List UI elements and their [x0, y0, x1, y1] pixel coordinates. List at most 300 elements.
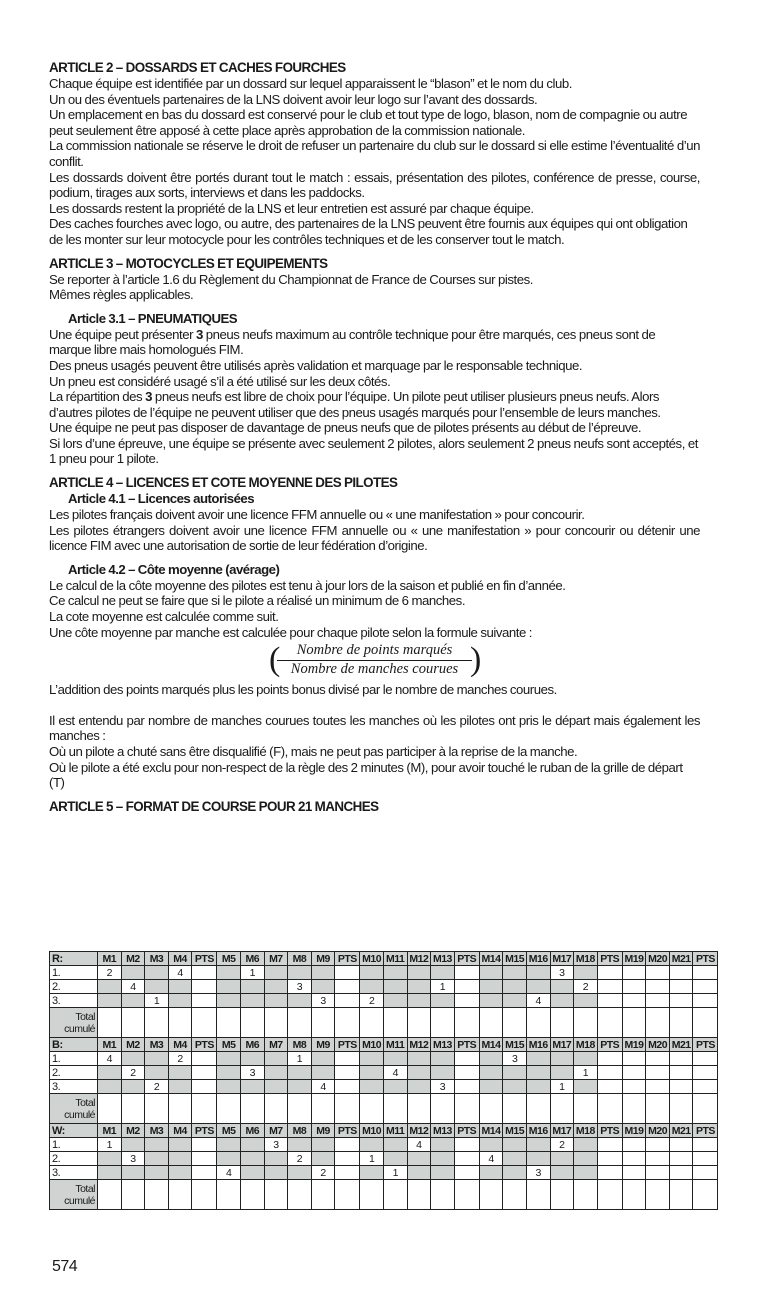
rider-label: 2.: [50, 1066, 98, 1080]
table-cell: [550, 980, 574, 994]
table-cell: [360, 1080, 384, 1094]
table-cell: [646, 1080, 670, 1094]
article-2-para: Des caches fourches avec logo, ou autre, des partenaires de la LNS peuvent être fournis aux équipes qui ont obligation de les monter sur leur motocycle pour les contrôles techniques et de les conserver tout le match.: [49, 216, 688, 247]
column-header: M12: [407, 952, 431, 966]
column-header: PTS: [454, 952, 479, 966]
column-header: M1: [98, 952, 122, 966]
table-cell: [240, 1052, 264, 1066]
table-cell: [240, 1166, 264, 1180]
table-cell: [574, 1052, 598, 1066]
table-row: [50, 1052, 718, 1066]
table-cell: [407, 980, 431, 994]
table-cell: [335, 1152, 360, 1166]
table-cell: [669, 1152, 693, 1166]
table-cell: [360, 1166, 384, 1180]
average-formula: [49, 642, 700, 682]
table-cell: [622, 1166, 646, 1180]
table-cell: [431, 1066, 455, 1080]
table-cell: [431, 1052, 455, 1066]
total-cell: [479, 1094, 503, 1124]
article-2-para: Chaque équipe est identifiée par un dossard sur lequel apparaissent le “blason” et le nom du club.: [49, 76, 572, 91]
table-cell: [121, 1166, 145, 1180]
column-header: M3: [145, 1038, 169, 1052]
column-header: M10: [360, 1038, 384, 1052]
total-cell: [454, 1008, 479, 1038]
total-cell: [407, 1094, 431, 1124]
total-cell: [168, 1008, 192, 1038]
total-cell: [192, 1008, 217, 1038]
table-cell: [145, 1166, 169, 1180]
column-header: M2: [121, 1124, 145, 1138]
table-row: [50, 1152, 718, 1166]
table-row: [50, 1066, 718, 1080]
table-cell: [454, 980, 479, 994]
table-cell: [360, 980, 384, 994]
total-cell: [383, 1180, 407, 1210]
total-cell: [431, 1180, 455, 1210]
column-header: M8: [288, 1124, 312, 1138]
table-cell: [479, 1080, 503, 1094]
table-cell: [121, 1052, 145, 1066]
column-header: M6: [240, 1124, 264, 1138]
formula-fraction: [277, 642, 472, 678]
table-cell: 4: [121, 980, 145, 994]
table-cell: [264, 1152, 288, 1166]
column-header: M8: [288, 952, 312, 966]
table-header-row: [50, 1124, 718, 1138]
table-cell: [550, 1052, 574, 1066]
total-cell: [646, 1008, 670, 1038]
article-2-para: Les dossards restent la propriété de la LNS et leur entretien est assuré par chaque équipe.: [49, 200, 534, 216]
table-cell: [431, 966, 455, 980]
column-header: M4: [168, 1038, 192, 1052]
column-header: M14: [479, 1038, 503, 1052]
table-cell: [98, 1166, 122, 1180]
column-header: M4: [168, 952, 192, 966]
column-header: M11: [383, 1124, 407, 1138]
total-cell: [454, 1180, 479, 1210]
table-cell: [503, 1066, 527, 1080]
table-cell: [264, 1080, 288, 1094]
total-cell: [622, 1008, 646, 1038]
column-header: M18: [574, 1038, 598, 1052]
table-row: [50, 1080, 718, 1094]
table-cell: [288, 1080, 312, 1094]
total-cell: [622, 1094, 646, 1124]
table-cell: 2: [168, 1052, 192, 1066]
table-cell: [168, 980, 192, 994]
table-cell: 2: [98, 966, 122, 980]
table-cell: [622, 1080, 646, 1094]
table-cell: [383, 994, 407, 1008]
table-cell: [145, 1052, 169, 1066]
total-cell: [121, 1008, 145, 1038]
table-cell: [503, 1138, 527, 1152]
column-header: M13: [431, 1124, 455, 1138]
total-label: Total cumulé: [50, 1180, 98, 1210]
table-cell: [526, 1080, 550, 1094]
table-cell: 3: [264, 1138, 288, 1152]
total-cell: [431, 1094, 455, 1124]
column-header: PTS: [693, 952, 718, 966]
table-cell: [479, 1066, 503, 1080]
article-3-1-para: Une équipe ne peut pas disposer de davantage de pneus neufs que de pilotes présents au début de l’épreuve.: [49, 420, 642, 436]
table-cell: 1: [98, 1138, 122, 1152]
table-cell: [98, 1066, 122, 1080]
table-cell: [121, 966, 145, 980]
table-cell: [407, 1066, 431, 1080]
table-cell: [550, 1166, 574, 1180]
table-cell: [646, 1138, 670, 1152]
table-cell: [646, 1152, 670, 1166]
total-cell: [335, 1180, 360, 1210]
table-cell: [121, 994, 145, 1008]
article-3-1-para: Une équipe peut présenter 3 pneus neufs maximum au contrôle technique pour être marqués, ces pneus sont de marque libre mais homologués FIM.: [49, 326, 656, 358]
table-cell: [622, 966, 646, 980]
column-header: PTS: [693, 1124, 718, 1138]
column-header: M15: [503, 1038, 527, 1052]
column-header: M14: [479, 1124, 503, 1138]
column-header: M19: [622, 1038, 646, 1052]
race-format-table: [49, 951, 718, 1210]
total-cell: [503, 1180, 527, 1210]
table-cell: [168, 994, 192, 1008]
table-cell: 1: [145, 994, 169, 1008]
table-cell: 1: [574, 1066, 598, 1080]
table-cell: [479, 1138, 503, 1152]
table-cell: [646, 966, 670, 980]
column-header: M9: [311, 952, 335, 966]
table-cell: [383, 1080, 407, 1094]
total-cell: [693, 1008, 718, 1038]
total-cell: [597, 1094, 622, 1124]
article-2-para: La commission nationale se réserve le droit de refuser un partenaire du club sur le dossard si elle estime l’éventualité d’un conflit.: [49, 138, 700, 169]
column-header: M20: [646, 1038, 670, 1052]
total-cell: [360, 1180, 384, 1210]
table-cell: [454, 1080, 479, 1094]
table-cell: [479, 994, 503, 1008]
table-cell: [407, 1080, 431, 1094]
table-cell: [145, 966, 169, 980]
table-cell: [454, 1066, 479, 1080]
table-cell: 3: [431, 1080, 455, 1094]
total-cell: [121, 1180, 145, 1210]
table-cell: [550, 1152, 574, 1166]
formula-numerator: Nombre de points marqués: [277, 642, 472, 661]
table-cell: [335, 1166, 360, 1180]
table-row: [50, 994, 718, 1008]
table-cell: [454, 1152, 479, 1166]
column-header: M10: [360, 1124, 384, 1138]
table-cell: [454, 1138, 479, 1152]
table-cell: [574, 1166, 598, 1180]
table-cell: 1: [383, 1166, 407, 1180]
total-cell: [217, 1094, 241, 1124]
table-cell: [264, 994, 288, 1008]
column-header: M17: [550, 1038, 574, 1052]
total-cell: [503, 1008, 527, 1038]
table-cell: [574, 1138, 598, 1152]
table-cell: [526, 1052, 550, 1066]
table-cell: [192, 1138, 217, 1152]
total-cell: [669, 1180, 693, 1210]
formula-paren-right: ): [470, 641, 482, 679]
total-cell: [550, 1180, 574, 1210]
table-cell: [454, 1052, 479, 1066]
column-header: M1: [98, 1038, 122, 1052]
table-cell: [264, 1052, 288, 1066]
table-cell: [669, 994, 693, 1008]
column-header: M5: [217, 952, 241, 966]
column-header: PTS: [693, 1038, 718, 1052]
total-row: [50, 1008, 718, 1038]
column-header: M15: [503, 952, 527, 966]
total-cell: [407, 1008, 431, 1038]
column-header: M6: [240, 1038, 264, 1052]
table-cell: [597, 1166, 622, 1180]
table-cell: [335, 1080, 360, 1094]
total-cell: [168, 1094, 192, 1124]
table-cell: [693, 966, 718, 980]
table-cell: [669, 980, 693, 994]
rider-label: 3.: [50, 1080, 98, 1094]
table-cell: [192, 1052, 217, 1066]
table-cell: [597, 1138, 622, 1152]
table-cell: 4: [479, 1152, 503, 1166]
total-cell: [550, 1094, 574, 1124]
total-cell: [288, 1180, 312, 1210]
total-cell: [360, 1094, 384, 1124]
table-cell: [121, 1138, 145, 1152]
column-header: M11: [383, 952, 407, 966]
table-cell: [240, 1080, 264, 1094]
table-cell: [240, 994, 264, 1008]
table-cell: 1: [240, 966, 264, 980]
total-cell: [311, 1180, 335, 1210]
total-cell: [98, 1008, 122, 1038]
table-cell: [192, 1080, 217, 1094]
table-cell: [597, 966, 622, 980]
table-cell: [335, 1052, 360, 1066]
table-cell: [311, 1138, 335, 1152]
article-2-para: Les dossards doivent être portés durant tout le match : essais, présentation des pilotes, conférence de presse, course, podium, tirages aux sorts, interviews et dans les paddocks.: [49, 169, 700, 201]
table-cell: [597, 1066, 622, 1080]
total-cell: [454, 1094, 479, 1124]
table-cell: [192, 1166, 217, 1180]
table-cell: [479, 966, 503, 980]
table-cell: [597, 1080, 622, 1094]
table-cell: [240, 1152, 264, 1166]
total-cell: [646, 1094, 670, 1124]
article-4-heading: ARTICLE 4 – LICENCES ET COTE MOYENNE DES PILOTES: [49, 475, 398, 491]
table-cell: 2: [550, 1138, 574, 1152]
table-cell: [431, 1166, 455, 1180]
table-cell: 2: [311, 1166, 335, 1180]
table-cell: [503, 994, 527, 1008]
article-2-para: Un ou des éventuels partenaires de la LNS doivent avoir leur logo sur l’avant des dossards.: [49, 91, 538, 107]
table-cell: 4: [217, 1166, 241, 1180]
table-cell: [550, 994, 574, 1008]
total-cell: [264, 1094, 288, 1124]
table-cell: [264, 1166, 288, 1180]
total-cell: [526, 1094, 550, 1124]
table-cell: [479, 1166, 503, 1180]
table-cell: [217, 1052, 241, 1066]
table-cell: [288, 1166, 312, 1180]
column-header: PTS: [335, 1124, 360, 1138]
column-header: M21: [669, 1038, 693, 1052]
table-cell: [622, 1052, 646, 1066]
column-header: M12: [407, 1124, 431, 1138]
team-label: B:: [50, 1038, 98, 1052]
article-4-1-heading: Article 4.1 – Licences autorisées: [68, 491, 255, 507]
table-cell: 3: [503, 1052, 527, 1066]
article-2-para: Un emplacement en bas du dossard est conservé pour le club et tout type de logo, blason, nom de compagnie ou autre peut seulement être apposé à cette place après approbation de la commission nationale.: [49, 107, 688, 138]
table-cell: [431, 1152, 455, 1166]
column-header: M5: [217, 1124, 241, 1138]
column-header: M5: [217, 1038, 241, 1052]
total-cell: [383, 1094, 407, 1124]
table-cell: [217, 980, 241, 994]
table-cell: [574, 1152, 598, 1166]
column-header: M21: [669, 952, 693, 966]
article-4-2-heading: Article 4.2 – Côte moyenne (avérage): [68, 561, 280, 577]
column-header: M19: [622, 952, 646, 966]
table-cell: 2: [360, 994, 384, 1008]
table-cell: [693, 1066, 718, 1080]
table-cell: [574, 994, 598, 1008]
table-row: [50, 1166, 718, 1180]
article-4-1-para: Les pilotes étrangers doivent avoir une licence FFM annuelle ou « une manifestation » pour concourir ou détenir une licence FIM avec une autorisation de sortie de leur fédération d’origine.: [49, 522, 700, 554]
table-cell: [597, 994, 622, 1008]
table-cell: [98, 994, 122, 1008]
column-header: PTS: [597, 1124, 622, 1138]
column-header: PTS: [192, 1124, 217, 1138]
total-cell: [192, 1094, 217, 1124]
total-cell: [145, 1180, 169, 1210]
table-cell: [622, 1152, 646, 1166]
total-label: Total cumulé: [50, 1008, 98, 1038]
total-cell: [597, 1008, 622, 1038]
table-cell: [454, 994, 479, 1008]
table-cell: [646, 1166, 670, 1180]
table-cell: [574, 1080, 598, 1094]
article-3-1-para: Des pneus usagés peuvent être utilisés après validation et marquage par le responsable technique.: [49, 357, 583, 373]
table-cell: [145, 1152, 169, 1166]
column-header: M3: [145, 952, 169, 966]
table-header-row: [50, 952, 718, 966]
article-2-heading: ARTICLE 2 – DOSSARDS ET CACHES FOURCHES: [49, 60, 346, 75]
table-cell: [217, 1138, 241, 1152]
table-cell: [693, 1052, 718, 1066]
formula-denominator: Nombre de manches courues: [290, 661, 459, 678]
table-cell: [335, 1066, 360, 1080]
table-cell: [192, 1152, 217, 1166]
table-cell: [192, 1066, 217, 1080]
column-header: M1: [98, 1124, 122, 1138]
table-cell: [693, 1152, 718, 1166]
column-header: M18: [574, 1124, 598, 1138]
total-cell: [431, 1008, 455, 1038]
team-label: R:: [50, 952, 98, 966]
article-4-2-para: Le calcul de la côte moyenne des pilotes est tenu à jour lors de la saison et publié en fin d’année.: [49, 577, 566, 593]
table-cell: [98, 1080, 122, 1094]
table-cell: [311, 1066, 335, 1080]
team-label: W:: [50, 1124, 98, 1138]
table-cell: 4: [168, 966, 192, 980]
total-cell: [121, 1094, 145, 1124]
table-cell: [168, 1138, 192, 1152]
table-cell: [622, 994, 646, 1008]
article-4-2-para: Une côte moyenne par manche est calculée pour chaque pilote selon la formule suivante :: [49, 624, 532, 640]
table-cell: [360, 1066, 384, 1080]
table-cell: 3: [121, 1152, 145, 1166]
column-header: PTS: [335, 952, 360, 966]
column-header: M16: [526, 1038, 550, 1052]
table-cell: [597, 1152, 622, 1166]
total-cell: [145, 1094, 169, 1124]
total-cell: [311, 1094, 335, 1124]
column-header: PTS: [597, 952, 622, 966]
total-cell: [240, 1094, 264, 1124]
table-cell: [192, 966, 217, 980]
total-cell: [217, 1008, 241, 1038]
table-cell: [693, 980, 718, 994]
table-cell: [383, 1138, 407, 1152]
table-cell: [145, 980, 169, 994]
table-cell: 2: [121, 1066, 145, 1080]
column-header: M3: [145, 1124, 169, 1138]
table-cell: [503, 1166, 527, 1180]
column-header: M10: [360, 952, 384, 966]
total-cell: [264, 1008, 288, 1038]
table-cell: [669, 1066, 693, 1080]
rider-label: 3.: [50, 1166, 98, 1180]
article-4-2-para: Où un pilote a chuté sans être disqualifié (F), mais ne peut pas participer à la reprise de la manche.: [49, 744, 578, 759]
table-cell: [360, 1138, 384, 1152]
table-cell: 2: [574, 980, 598, 994]
formula-paren-left: (: [269, 641, 281, 679]
table-cell: [383, 1052, 407, 1066]
rider-label: 1.: [50, 1138, 98, 1152]
rider-label: 3.: [50, 994, 98, 1008]
column-header: M7: [264, 1124, 288, 1138]
table-cell: [693, 1166, 718, 1180]
total-cell: [360, 1008, 384, 1038]
table-cell: 4: [383, 1066, 407, 1080]
column-header: M20: [646, 1124, 670, 1138]
table-cell: [646, 1052, 670, 1066]
total-cell: [192, 1180, 217, 1210]
total-cell: [98, 1094, 122, 1124]
column-header: M7: [264, 952, 288, 966]
total-row: [50, 1180, 718, 1210]
total-cell: [574, 1180, 598, 1210]
total-cell: [335, 1008, 360, 1038]
total-cell: [168, 1180, 192, 1210]
column-header: M21: [669, 1124, 693, 1138]
column-header: M4: [168, 1124, 192, 1138]
table-cell: [240, 980, 264, 994]
column-header: M12: [407, 1038, 431, 1052]
article-4-2-para: Ce calcul ne peut se faire que si le pilote a réalisé un minimum de 6 manches.: [49, 593, 466, 609]
table-cell: [168, 1152, 192, 1166]
table-cell: [288, 1066, 312, 1080]
table-cell: [407, 1166, 431, 1180]
table-cell: [383, 980, 407, 994]
table-cell: [383, 966, 407, 980]
table-cell: [240, 1138, 264, 1152]
